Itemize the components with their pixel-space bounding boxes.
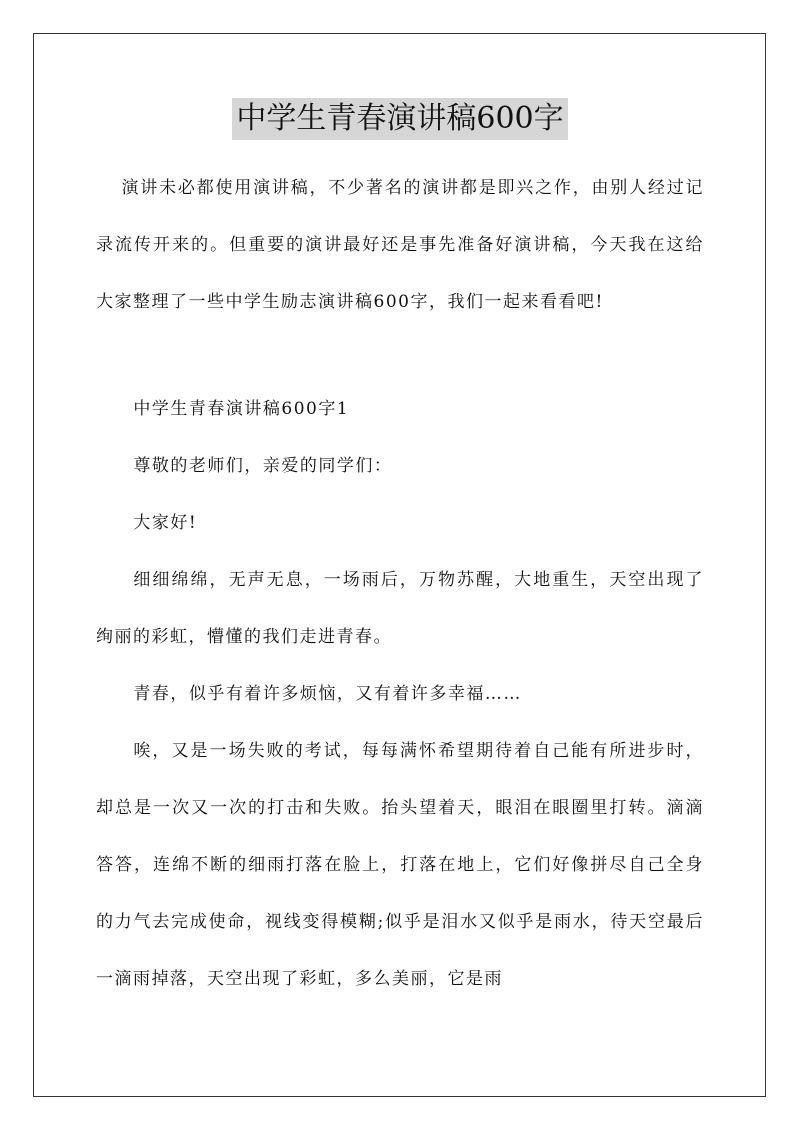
- section-heading: 中学生青春演讲稿600字1: [133, 399, 350, 419]
- body-paragraph: 细细绵绵，无声无息，一场雨后，万物苏醒，大地重生，天空出现了绚丽的彩虹，懵懂的我们走进青春。: [96, 570, 704, 647]
- body-paragraph: 青春，似乎有着许多烦恼，又有着许多幸福……: [133, 684, 522, 704]
- document-body: [96, 160, 704, 1008]
- body-paragraph: 唉，又是一场失败的考试，每每满怀希望期待着自己能有所进步时，却总是一次又一次的打击和失败。抬头望着天，眼泪在眼圈里打转。滴滴答答，连绵不断的细雨打落在脸上，打落在地上，它们好像拼尽自己全身的力气去完成使命，视线变得模糊;似乎是泪水又似乎是雨水，待天空最后一滴雨掉落，天空出现了彩虹，多么美丽，它是雨: [96, 741, 704, 989]
- salutation: 尊敬的老师们，亲爱的同学们：: [133, 456, 393, 476]
- intro-paragraph: 演讲未必都使用演讲稿，不少著名的演讲都是即兴之作，由别人经过记录流传开来的。但重要的演讲最好还是事先准备好演讲稿，今天我在这给大家整理了一些中学生励志演讲稿600字，我们一起来看看吧!: [96, 178, 704, 312]
- greeting: 大家好!: [133, 513, 198, 533]
- title-container: [0, 98, 800, 140]
- document-title: 中学生青春演讲稿600字: [232, 98, 567, 140]
